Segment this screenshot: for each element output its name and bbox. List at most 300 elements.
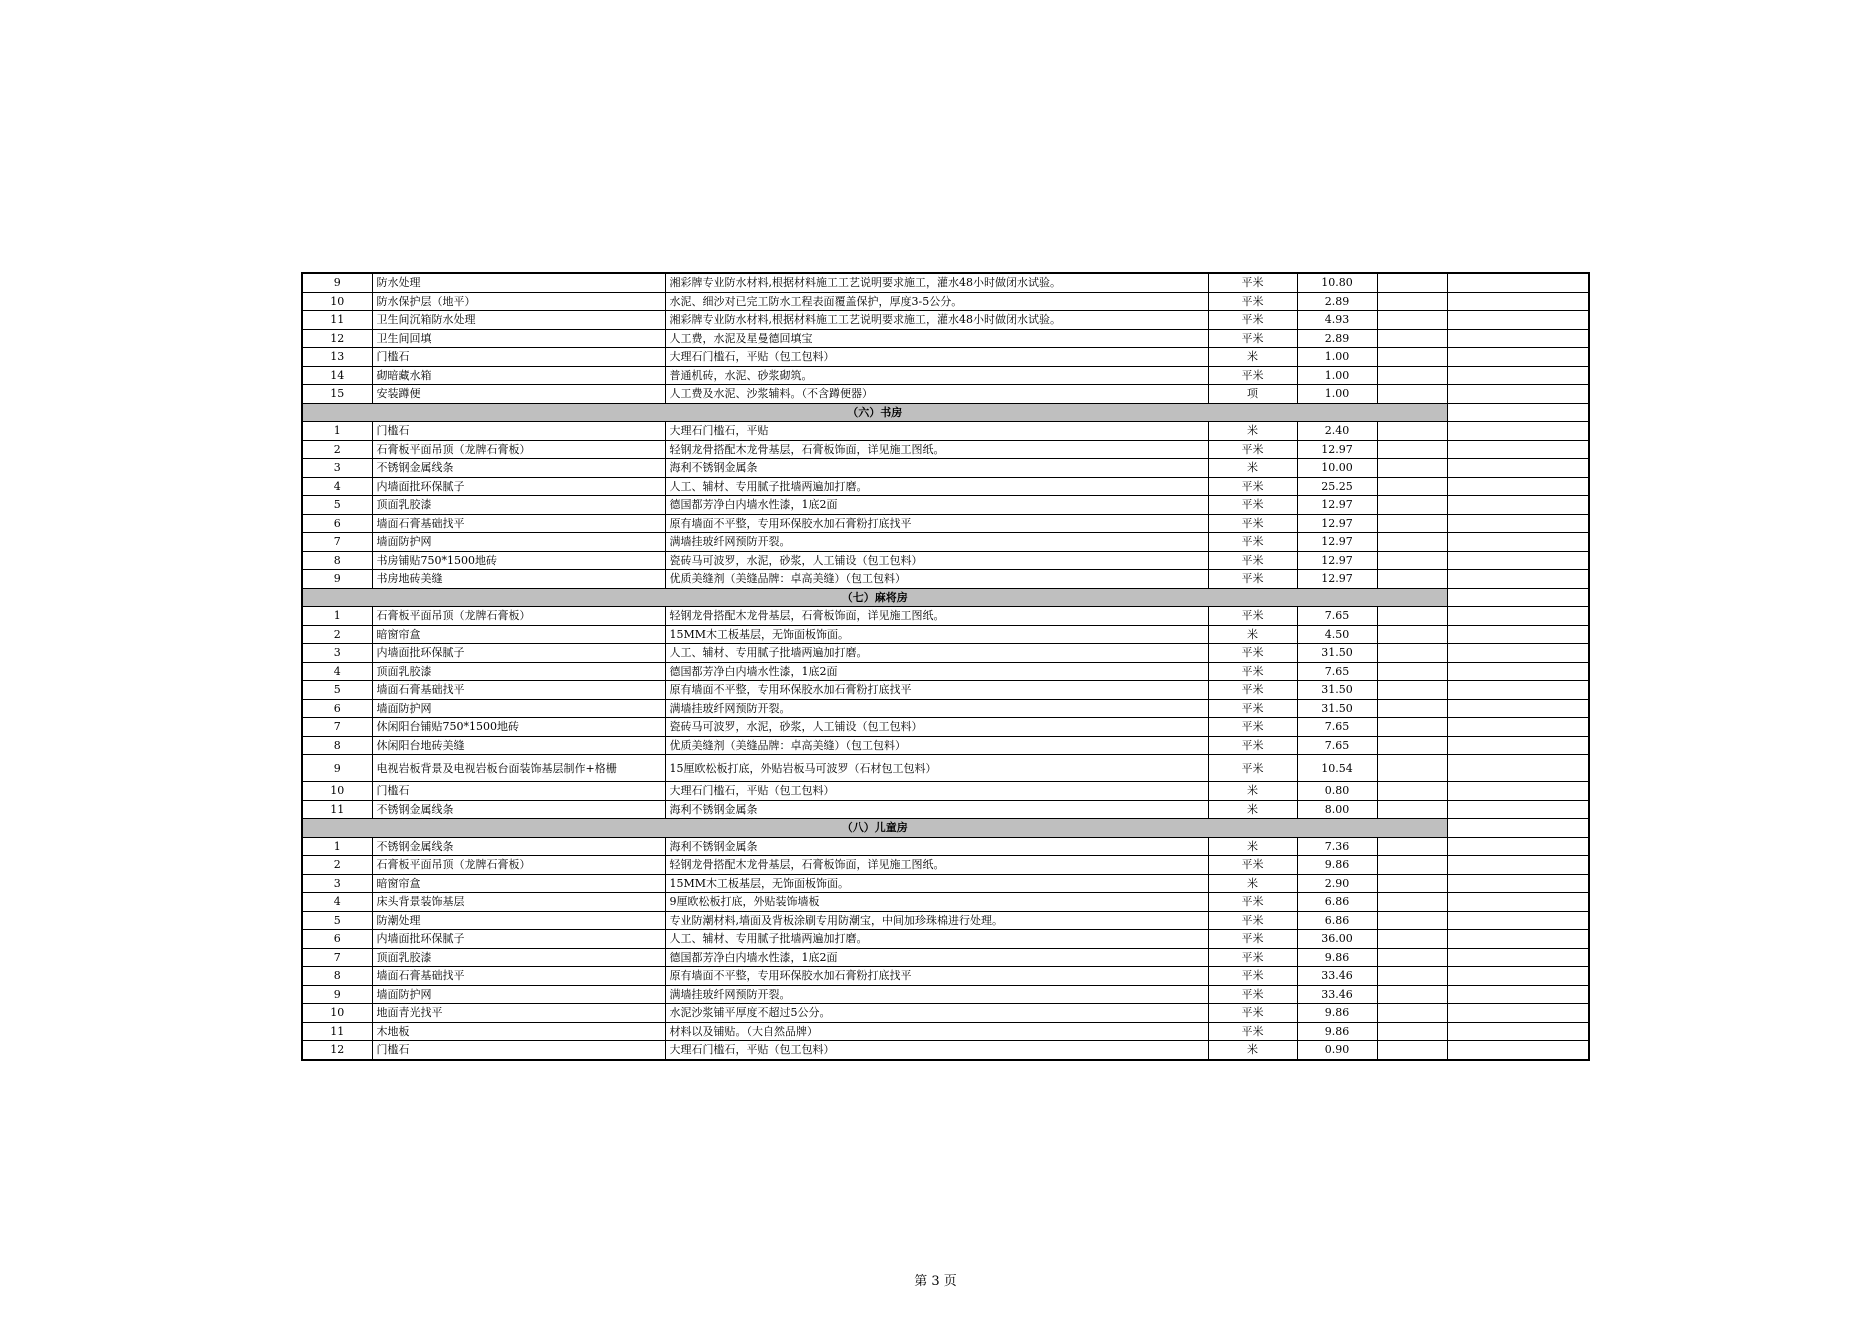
remark-cell bbox=[1447, 570, 1589, 589]
item-name: 石膏板平面吊顶（龙牌石膏板） bbox=[372, 856, 665, 875]
table-row bbox=[302, 837, 1589, 856]
remark-cell bbox=[1447, 967, 1589, 986]
item-quantity: 7.65 bbox=[1297, 662, 1377, 681]
remark-cell bbox=[1447, 551, 1589, 570]
row-number: 2 bbox=[302, 440, 372, 459]
remark-cell bbox=[1447, 755, 1589, 782]
item-name: 内墙面批环保腻子 bbox=[372, 644, 665, 663]
table-row bbox=[302, 551, 1589, 570]
item-unit: 米 bbox=[1208, 1041, 1297, 1060]
item-description: 德国都芳净白内墙水性漆，1底2面 bbox=[665, 662, 1208, 681]
item-quantity: 9.86 bbox=[1297, 948, 1377, 967]
item-quantity: 4.50 bbox=[1297, 625, 1377, 644]
section-title: （六）书房 bbox=[302, 403, 1447, 422]
unit-price-cell bbox=[1377, 440, 1447, 459]
unit-price-cell bbox=[1377, 911, 1447, 930]
remark-cell bbox=[1447, 273, 1589, 292]
item-unit: 平米 bbox=[1208, 477, 1297, 496]
item-quantity: 12.97 bbox=[1297, 551, 1377, 570]
item-unit: 平米 bbox=[1208, 366, 1297, 385]
row-number: 9 bbox=[302, 570, 372, 589]
item-name: 安装蹲便 bbox=[372, 385, 665, 404]
table-row bbox=[302, 440, 1589, 459]
item-unit: 平米 bbox=[1208, 681, 1297, 700]
item-unit: 平米 bbox=[1208, 930, 1297, 949]
table-row bbox=[302, 366, 1589, 385]
item-unit: 项 bbox=[1208, 385, 1297, 404]
table-row bbox=[302, 985, 1589, 1004]
item-unit: 米 bbox=[1208, 348, 1297, 367]
unit-price-cell bbox=[1377, 385, 1447, 404]
quotation-table bbox=[301, 272, 1590, 1061]
item-name: 书房铺贴750*1500地砖 bbox=[372, 551, 665, 570]
page-number: 第 3 页 bbox=[914, 1274, 957, 1289]
item-name: 不锈钢金属线条 bbox=[372, 837, 665, 856]
row-number: 7 bbox=[302, 718, 372, 737]
item-quantity: 7.65 bbox=[1297, 736, 1377, 755]
item-description: 原有墙面不平整，专用环保胶水加石膏粉打底找平 bbox=[665, 514, 1208, 533]
item-quantity: 9.86 bbox=[1297, 1004, 1377, 1023]
item-unit: 平米 bbox=[1208, 311, 1297, 330]
table-row bbox=[302, 718, 1589, 737]
unit-price-cell bbox=[1377, 311, 1447, 330]
row-number: 4 bbox=[302, 662, 372, 681]
row-number: 11 bbox=[302, 800, 372, 819]
item-name: 顶面乳胶漆 bbox=[372, 662, 665, 681]
table-row bbox=[302, 273, 1589, 292]
remark-cell bbox=[1447, 292, 1589, 311]
item-unit: 米 bbox=[1208, 782, 1297, 801]
item-unit: 平米 bbox=[1208, 893, 1297, 912]
item-quantity: 9.86 bbox=[1297, 856, 1377, 875]
section-remark-cell bbox=[1447, 819, 1589, 838]
remark-cell bbox=[1447, 625, 1589, 644]
row-number: 8 bbox=[302, 967, 372, 986]
section-title: （七）麻将房 bbox=[302, 588, 1447, 607]
item-name: 顶面乳胶漆 bbox=[372, 948, 665, 967]
unit-price-cell bbox=[1377, 948, 1447, 967]
item-name: 暗窗帘盒 bbox=[372, 625, 665, 644]
remark-cell bbox=[1447, 440, 1589, 459]
item-description: 海利不锈钢金属条 bbox=[665, 800, 1208, 819]
item-description: 普通机砖，水泥、砂浆砌筑。 bbox=[665, 366, 1208, 385]
item-quantity: 8.00 bbox=[1297, 800, 1377, 819]
item-unit: 平米 bbox=[1208, 699, 1297, 718]
item-description: 原有墙面不平整，专用环保胶水加石膏粉打底找平 bbox=[665, 681, 1208, 700]
remark-cell bbox=[1447, 496, 1589, 515]
item-description: 满墙挂玻纤网预防开裂。 bbox=[665, 533, 1208, 552]
item-description: 满墙挂玻纤网预防开裂。 bbox=[665, 699, 1208, 718]
remark-cell bbox=[1447, 1041, 1589, 1060]
item-unit: 平米 bbox=[1208, 329, 1297, 348]
item-name: 门槛石 bbox=[372, 1041, 665, 1060]
table-row bbox=[302, 874, 1589, 893]
row-number: 4 bbox=[302, 893, 372, 912]
row-number: 6 bbox=[302, 514, 372, 533]
unit-price-cell bbox=[1377, 459, 1447, 478]
item-name: 床头背景装饰基层 bbox=[372, 893, 665, 912]
item-quantity: 10.80 bbox=[1297, 273, 1377, 292]
table-row bbox=[302, 570, 1589, 589]
item-description: 湘彩牌专业防水材料,根据材料施工工艺说明要求施工，灌水48小时做闭水试验。 bbox=[665, 311, 1208, 330]
item-name: 书房地砖美缝 bbox=[372, 570, 665, 589]
remark-cell bbox=[1447, 385, 1589, 404]
unit-price-cell bbox=[1377, 967, 1447, 986]
remark-cell bbox=[1447, 477, 1589, 496]
row-number: 8 bbox=[302, 551, 372, 570]
unit-price-cell bbox=[1377, 893, 1447, 912]
item-description: 优质美缝剂（美缝品牌：卓高美缝）（包工包料） bbox=[665, 736, 1208, 755]
item-description: 人工费及水泥、沙浆辅料。（不含蹲便器） bbox=[665, 385, 1208, 404]
table-row bbox=[302, 625, 1589, 644]
unit-price-cell bbox=[1377, 662, 1447, 681]
item-name: 防水保护层（地平） bbox=[372, 292, 665, 311]
item-unit: 平米 bbox=[1208, 1022, 1297, 1041]
table-row bbox=[302, 681, 1589, 700]
table-row bbox=[302, 348, 1589, 367]
item-description: 大理石门槛石，平贴（包工包料） bbox=[665, 782, 1208, 801]
item-description: 海利不锈钢金属条 bbox=[665, 837, 1208, 856]
remark-cell bbox=[1447, 782, 1589, 801]
remark-cell bbox=[1447, 930, 1589, 949]
item-name: 不锈钢金属线条 bbox=[372, 459, 665, 478]
row-number: 5 bbox=[302, 496, 372, 515]
unit-price-cell bbox=[1377, 837, 1447, 856]
item-quantity: 4.93 bbox=[1297, 311, 1377, 330]
remark-cell bbox=[1447, 681, 1589, 700]
item-unit: 平米 bbox=[1208, 440, 1297, 459]
row-number: 11 bbox=[302, 1022, 372, 1041]
row-number: 14 bbox=[302, 366, 372, 385]
item-quantity: 25.25 bbox=[1297, 477, 1377, 496]
item-name: 不锈钢金属线条 bbox=[372, 800, 665, 819]
item-description: 15MM木工板基层，无饰面板饰面。 bbox=[665, 625, 1208, 644]
item-unit: 平米 bbox=[1208, 1004, 1297, 1023]
item-unit: 平米 bbox=[1208, 644, 1297, 663]
item-description: 9厘欧松板打底，外贴装饰墙板 bbox=[665, 893, 1208, 912]
unit-price-cell bbox=[1377, 1022, 1447, 1041]
remark-cell bbox=[1447, 459, 1589, 478]
item-quantity: 7.65 bbox=[1297, 607, 1377, 626]
table-row bbox=[302, 514, 1589, 533]
item-unit: 米 bbox=[1208, 459, 1297, 478]
item-description: 德国都芳净白内墙水性漆，1底2面 bbox=[665, 496, 1208, 515]
section-title: （八）儿童房 bbox=[302, 819, 1447, 838]
row-number: 6 bbox=[302, 930, 372, 949]
remark-cell bbox=[1447, 874, 1589, 893]
remark-cell bbox=[1447, 699, 1589, 718]
row-number: 6 bbox=[302, 699, 372, 718]
remark-cell bbox=[1447, 607, 1589, 626]
item-quantity: 2.40 bbox=[1297, 422, 1377, 441]
item-name: 卫生间回填 bbox=[372, 329, 665, 348]
item-description: 湘彩牌专业防水材料,根据材料施工工艺说明要求施工，灌水48小时做闭水试验。 bbox=[665, 273, 1208, 292]
remark-cell bbox=[1447, 1022, 1589, 1041]
row-number: 2 bbox=[302, 625, 372, 644]
item-name: 电视岩板背景及电视岩板台面装饰基层制作+格栅 bbox=[372, 755, 665, 782]
remark-cell bbox=[1447, 948, 1589, 967]
row-number: 3 bbox=[302, 874, 372, 893]
remark-cell bbox=[1447, 1004, 1589, 1023]
table-row bbox=[302, 1041, 1589, 1060]
item-quantity: 31.50 bbox=[1297, 699, 1377, 718]
item-quantity: 2.90 bbox=[1297, 874, 1377, 893]
unit-price-cell bbox=[1377, 496, 1447, 515]
table-row bbox=[302, 329, 1589, 348]
unit-price-cell bbox=[1377, 755, 1447, 782]
item-description: 水泥沙浆铺平厚度不超过5公分。 bbox=[665, 1004, 1208, 1023]
item-name: 砌暗藏水箱 bbox=[372, 366, 665, 385]
item-description: 原有墙面不平整，专用环保胶水加石膏粉打底找平 bbox=[665, 967, 1208, 986]
item-description: 人工、辅材、专用腻子批墙两遍加打磨。 bbox=[665, 644, 1208, 663]
item-unit: 平米 bbox=[1208, 570, 1297, 589]
item-quantity: 12.97 bbox=[1297, 496, 1377, 515]
section-remark-cell bbox=[1447, 588, 1589, 607]
table-row bbox=[302, 893, 1589, 912]
unit-price-cell bbox=[1377, 366, 1447, 385]
unit-price-cell bbox=[1377, 273, 1447, 292]
table-row bbox=[302, 736, 1589, 755]
remark-cell bbox=[1447, 718, 1589, 737]
item-name: 墙面防护网 bbox=[372, 533, 665, 552]
row-number: 5 bbox=[302, 911, 372, 930]
table-row bbox=[302, 1004, 1589, 1023]
item-name: 防水处理 bbox=[372, 273, 665, 292]
item-unit: 平米 bbox=[1208, 273, 1297, 292]
item-name: 墙面防护网 bbox=[372, 699, 665, 718]
item-name: 顶面乳胶漆 bbox=[372, 496, 665, 515]
item-description: 15MM木工板基层，无饰面板饰面。 bbox=[665, 874, 1208, 893]
item-description: 大理石门槛石，平贴（包工包料） bbox=[665, 348, 1208, 367]
section-header-row bbox=[302, 588, 1589, 607]
row-number: 10 bbox=[302, 1004, 372, 1023]
row-number: 12 bbox=[302, 1041, 372, 1060]
table-row bbox=[302, 422, 1589, 441]
item-quantity: 1.00 bbox=[1297, 348, 1377, 367]
table-row bbox=[302, 533, 1589, 552]
row-number: 1 bbox=[302, 607, 372, 626]
remark-cell bbox=[1447, 800, 1589, 819]
remark-cell bbox=[1447, 893, 1589, 912]
table-row bbox=[302, 662, 1589, 681]
item-description: 瓷砖马可波罗，水泥，砂浆，人工铺设（包工包料） bbox=[665, 551, 1208, 570]
table-row bbox=[302, 967, 1589, 986]
item-quantity: 31.50 bbox=[1297, 644, 1377, 663]
item-unit: 平米 bbox=[1208, 292, 1297, 311]
table-row bbox=[302, 496, 1589, 515]
remark-cell bbox=[1447, 348, 1589, 367]
item-unit: 平米 bbox=[1208, 985, 1297, 1004]
item-name: 木地板 bbox=[372, 1022, 665, 1041]
item-quantity: 6.86 bbox=[1297, 893, 1377, 912]
unit-price-cell bbox=[1377, 985, 1447, 1004]
unit-price-cell bbox=[1377, 607, 1447, 626]
item-name: 墙面石膏基础找平 bbox=[372, 514, 665, 533]
item-quantity: 2.89 bbox=[1297, 329, 1377, 348]
section-header-row bbox=[302, 403, 1589, 422]
remark-cell bbox=[1447, 644, 1589, 663]
item-unit: 平米 bbox=[1208, 607, 1297, 626]
item-name: 内墙面批环保腻子 bbox=[372, 477, 665, 496]
item-unit: 平米 bbox=[1208, 856, 1297, 875]
table-row bbox=[302, 644, 1589, 663]
row-number: 9 bbox=[302, 985, 372, 1004]
item-quantity: 0.90 bbox=[1297, 1041, 1377, 1060]
remark-cell bbox=[1447, 736, 1589, 755]
row-number: 7 bbox=[302, 948, 372, 967]
item-description: 专业防潮材料,墙面及背板涂刷专用防潮宝，中间加珍珠棉进行处理。 bbox=[665, 911, 1208, 930]
remark-cell bbox=[1447, 422, 1589, 441]
item-quantity: 12.97 bbox=[1297, 570, 1377, 589]
row-number: 9 bbox=[302, 755, 372, 782]
item-name: 墙面石膏基础找平 bbox=[372, 967, 665, 986]
item-unit: 平米 bbox=[1208, 755, 1297, 782]
row-number: 9 bbox=[302, 273, 372, 292]
item-name: 内墙面批环保腻子 bbox=[372, 930, 665, 949]
item-quantity: 6.86 bbox=[1297, 911, 1377, 930]
item-description: 人工、辅材、专用腻子批墙两遍加打磨。 bbox=[665, 930, 1208, 949]
item-quantity: 1.00 bbox=[1297, 366, 1377, 385]
item-description: 轻钢龙骨搭配木龙骨基层，石膏板饰面，详见施工图纸。 bbox=[665, 856, 1208, 875]
item-description: 海利不锈钢金属条 bbox=[665, 459, 1208, 478]
row-number: 3 bbox=[302, 459, 372, 478]
unit-price-cell bbox=[1377, 514, 1447, 533]
item-description: 优质美缝剂（美缝品牌：卓高美缝）（包工包料） bbox=[665, 570, 1208, 589]
item-description: 15厘欧松板打底，外贴岩板马可波罗（石材包工包料） bbox=[665, 755, 1208, 782]
item-description: 德国都芳净白内墙水性漆，1底2面 bbox=[665, 948, 1208, 967]
item-name: 石膏板平面吊顶（龙牌石膏板） bbox=[372, 440, 665, 459]
unit-price-cell bbox=[1377, 1004, 1447, 1023]
item-name: 门槛石 bbox=[372, 782, 665, 801]
unit-price-cell bbox=[1377, 718, 1447, 737]
item-name: 卫生间沉箱防水处理 bbox=[372, 311, 665, 330]
table-row bbox=[302, 292, 1589, 311]
remark-cell bbox=[1447, 514, 1589, 533]
remark-cell bbox=[1447, 985, 1589, 1004]
remark-cell bbox=[1447, 662, 1589, 681]
item-quantity: 12.97 bbox=[1297, 533, 1377, 552]
item-description: 满墙挂玻纤网预防开裂。 bbox=[665, 985, 1208, 1004]
section-remark-cell bbox=[1447, 403, 1589, 422]
unit-price-cell bbox=[1377, 329, 1447, 348]
row-number: 10 bbox=[302, 782, 372, 801]
remark-cell bbox=[1447, 329, 1589, 348]
item-unit: 平米 bbox=[1208, 514, 1297, 533]
item-quantity: 1.00 bbox=[1297, 385, 1377, 404]
unit-price-cell bbox=[1377, 874, 1447, 893]
item-name: 防潮处理 bbox=[372, 911, 665, 930]
row-number: 13 bbox=[302, 348, 372, 367]
item-description: 瓷砖马可波罗，水泥，砂浆，人工铺设（包工包料） bbox=[665, 718, 1208, 737]
row-number: 3 bbox=[302, 644, 372, 663]
unit-price-cell bbox=[1377, 477, 1447, 496]
table-row bbox=[302, 607, 1589, 626]
row-number: 1 bbox=[302, 422, 372, 441]
unit-price-cell bbox=[1377, 348, 1447, 367]
row-number: 15 bbox=[302, 385, 372, 404]
table-row bbox=[302, 856, 1589, 875]
item-quantity: 12.97 bbox=[1297, 440, 1377, 459]
item-name: 暗窗帘盒 bbox=[372, 874, 665, 893]
item-name: 地面青光找平 bbox=[372, 1004, 665, 1023]
quotation-table-body bbox=[302, 273, 1589, 1060]
table-row bbox=[302, 800, 1589, 819]
item-quantity: 36.00 bbox=[1297, 930, 1377, 949]
item-description: 材料以及铺贴。（大自然品牌） bbox=[665, 1022, 1208, 1041]
item-name: 墙面防护网 bbox=[372, 985, 665, 1004]
table-row bbox=[302, 782, 1589, 801]
row-number: 7 bbox=[302, 533, 372, 552]
item-unit: 米 bbox=[1208, 874, 1297, 893]
row-number: 5 bbox=[302, 681, 372, 700]
item-unit: 平米 bbox=[1208, 662, 1297, 681]
item-unit: 米 bbox=[1208, 837, 1297, 856]
table-row bbox=[302, 948, 1589, 967]
item-description: 人工费，水泥及星曼德回填宝 bbox=[665, 329, 1208, 348]
unit-price-cell bbox=[1377, 800, 1447, 819]
section-header-row bbox=[302, 819, 1589, 838]
item-unit: 米 bbox=[1208, 625, 1297, 644]
row-number: 11 bbox=[302, 311, 372, 330]
item-name: 墙面石膏基础找平 bbox=[372, 681, 665, 700]
item-description: 轻钢龙骨搭配木龙骨基层，石膏板饰面，详见施工图纸。 bbox=[665, 607, 1208, 626]
unit-price-cell bbox=[1377, 856, 1447, 875]
table-row bbox=[302, 930, 1589, 949]
item-unit: 米 bbox=[1208, 800, 1297, 819]
remark-cell bbox=[1447, 366, 1589, 385]
item-quantity: 33.46 bbox=[1297, 967, 1377, 986]
remark-cell bbox=[1447, 856, 1589, 875]
table-row bbox=[302, 385, 1589, 404]
unit-price-cell bbox=[1377, 533, 1447, 552]
row-number: 1 bbox=[302, 837, 372, 856]
item-name: 门槛石 bbox=[372, 422, 665, 441]
table-row bbox=[302, 477, 1589, 496]
item-description: 大理石门槛石，平贴 bbox=[665, 422, 1208, 441]
row-number: 12 bbox=[302, 329, 372, 348]
item-quantity: 12.97 bbox=[1297, 514, 1377, 533]
item-quantity: 0.80 bbox=[1297, 782, 1377, 801]
item-description: 轻钢龙骨搭配木龙骨基层，石膏板饰面，详见施工图纸。 bbox=[665, 440, 1208, 459]
item-unit: 平米 bbox=[1208, 718, 1297, 737]
row-number: 10 bbox=[302, 292, 372, 311]
table-row bbox=[302, 755, 1589, 782]
unit-price-cell bbox=[1377, 625, 1447, 644]
row-number: 8 bbox=[302, 736, 372, 755]
item-quantity: 33.46 bbox=[1297, 985, 1377, 1004]
item-unit: 平米 bbox=[1208, 551, 1297, 570]
table-row bbox=[302, 311, 1589, 330]
item-unit: 平米 bbox=[1208, 736, 1297, 755]
table-row bbox=[302, 911, 1589, 930]
unit-price-cell bbox=[1377, 1041, 1447, 1060]
item-name: 休闲阳台地砖美缝 bbox=[372, 736, 665, 755]
table-row bbox=[302, 459, 1589, 478]
item-unit: 平米 bbox=[1208, 496, 1297, 515]
item-unit: 米 bbox=[1208, 422, 1297, 441]
unit-price-cell bbox=[1377, 551, 1447, 570]
remark-cell bbox=[1447, 837, 1589, 856]
row-number: 4 bbox=[302, 477, 372, 496]
unit-price-cell bbox=[1377, 570, 1447, 589]
item-quantity: 31.50 bbox=[1297, 681, 1377, 700]
item-description: 人工、辅材、专用腻子批墙两遍加打磨。 bbox=[665, 477, 1208, 496]
item-quantity: 2.89 bbox=[1297, 292, 1377, 311]
remark-cell bbox=[1447, 911, 1589, 930]
remark-cell bbox=[1447, 311, 1589, 330]
item-quantity: 10.54 bbox=[1297, 755, 1377, 782]
item-name: 石膏板平面吊顶（龙牌石膏板） bbox=[372, 607, 665, 626]
